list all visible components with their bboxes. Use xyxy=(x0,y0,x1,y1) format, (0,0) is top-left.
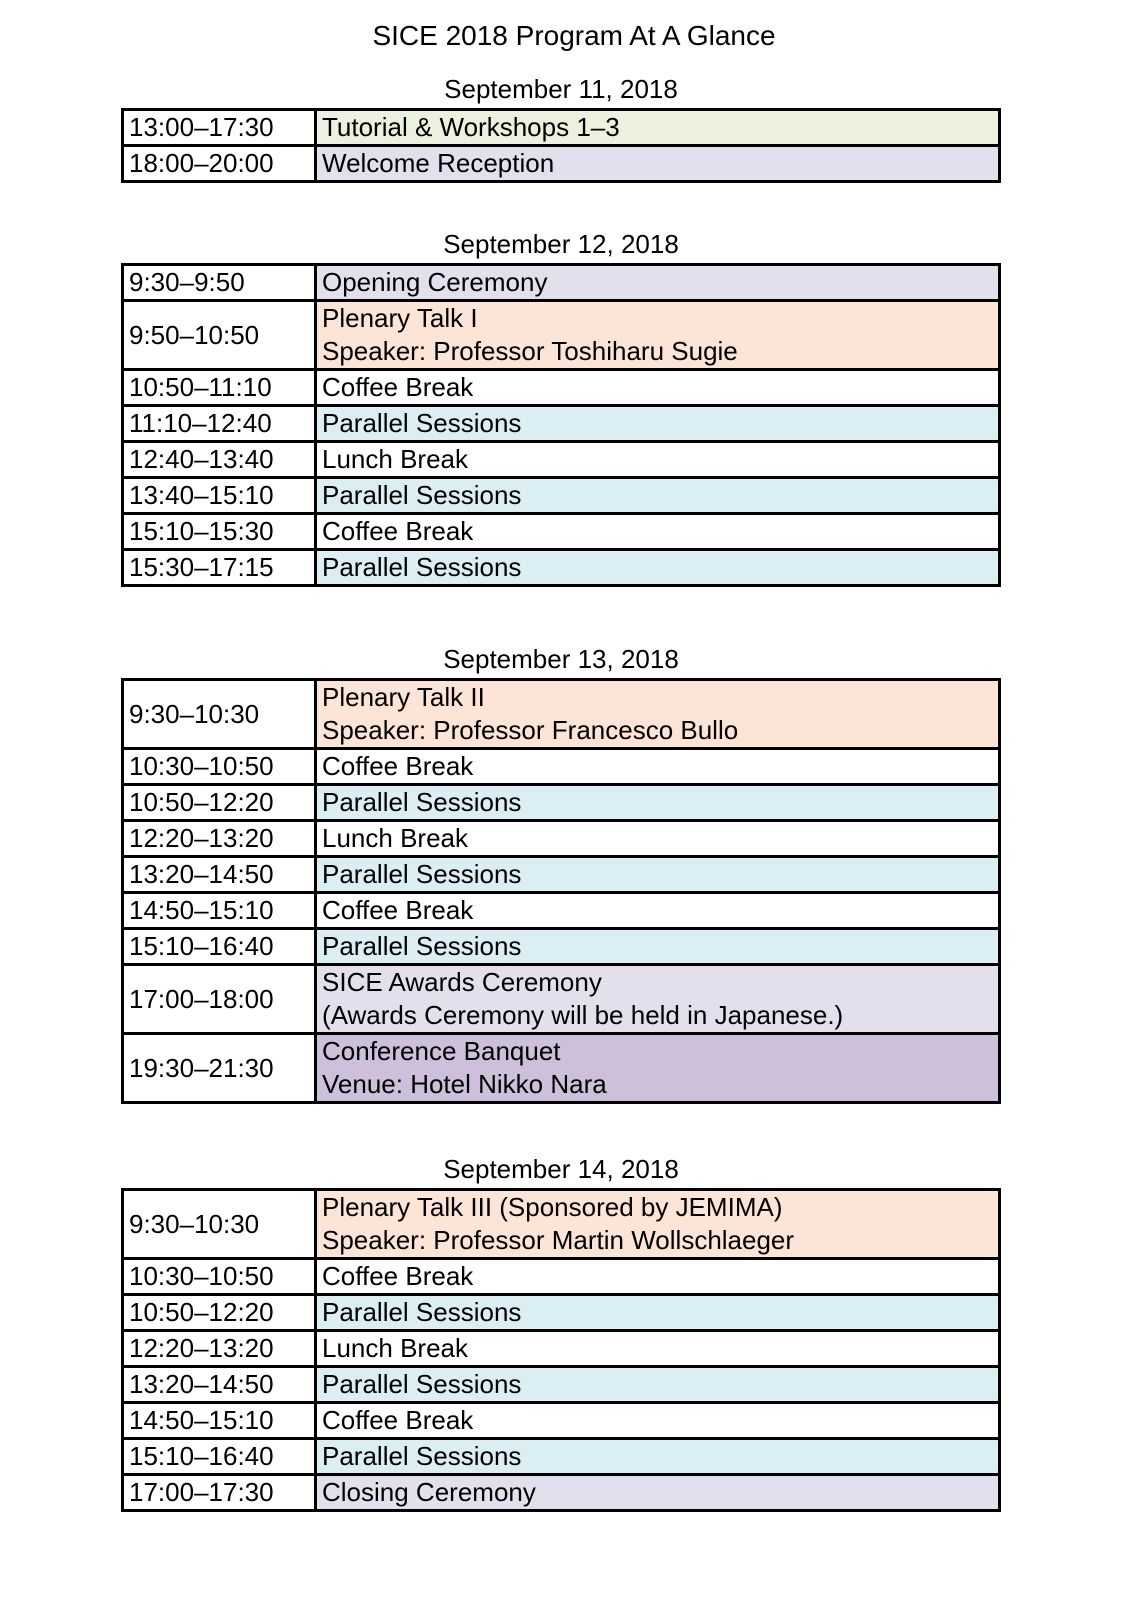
time-slot-cell: 9:30–10:30 xyxy=(123,1190,316,1259)
time-slot-cell: 12:20–13:20 xyxy=(123,1331,316,1367)
event-cell xyxy=(316,265,1000,301)
time-slot-cell: 15:30–17:15 xyxy=(123,550,316,586)
day-section-sep-14 xyxy=(121,1152,1001,1512)
event-cell xyxy=(316,1295,1000,1331)
time-slot-cell: 17:00–17:30 xyxy=(123,1475,316,1511)
day-section-sep-11 xyxy=(121,72,1001,183)
schedule-row xyxy=(123,301,1000,370)
event-cell xyxy=(316,478,1000,514)
schedule-table xyxy=(121,108,1001,183)
day-section-sep-13 xyxy=(121,642,1001,1104)
event-title: Opening Ceremony xyxy=(322,267,548,297)
schedule-table xyxy=(121,263,1001,587)
schedule-row xyxy=(123,893,1000,929)
event-detail: Speaker: Professor Toshiharu Sugie xyxy=(322,336,738,366)
schedule-row xyxy=(123,929,1000,965)
schedule-row xyxy=(123,478,1000,514)
schedule-row xyxy=(123,1439,1000,1475)
schedule-row xyxy=(123,550,1000,586)
schedule-row xyxy=(123,1259,1000,1295)
event-cell xyxy=(316,1190,1000,1259)
time-slot-cell: 13:20–14:50 xyxy=(123,857,316,893)
schedule-row xyxy=(123,1403,1000,1439)
schedule-row xyxy=(123,1331,1000,1367)
event-title: Parallel Sessions xyxy=(322,787,522,817)
time-slot-cell: 18:00–20:00 xyxy=(123,146,316,182)
event-cell xyxy=(316,370,1000,406)
schedule-row xyxy=(123,680,1000,749)
event-title: SICE Awards Ceremony xyxy=(322,967,602,997)
schedule-row xyxy=(123,514,1000,550)
event-title: Lunch Break xyxy=(322,444,468,474)
time-slot-cell: 19:30–21:30 xyxy=(123,1034,316,1103)
time-slot-cell: 14:50–15:10 xyxy=(123,893,316,929)
time-slot-cell: 9:50–10:50 xyxy=(123,301,316,370)
event-title: Coffee Break xyxy=(322,895,474,925)
schedule-row xyxy=(123,857,1000,893)
event-title: Parallel Sessions xyxy=(322,552,522,582)
event-title: Coffee Break xyxy=(322,751,474,781)
event-cell xyxy=(316,1439,1000,1475)
time-slot-cell: 10:50–11:10 xyxy=(123,370,316,406)
event-cell xyxy=(316,1034,1000,1103)
schedule-table xyxy=(121,1188,1001,1512)
time-slot-cell: 10:30–10:50 xyxy=(123,749,316,785)
time-slot-cell: 17:00–18:00 xyxy=(123,965,316,1034)
event-cell xyxy=(316,965,1000,1034)
event-title: Parallel Sessions xyxy=(322,931,522,961)
event-title: Coffee Break xyxy=(322,1261,474,1291)
event-cell xyxy=(316,442,1000,478)
event-cell xyxy=(316,893,1000,929)
event-title: Plenary Talk II xyxy=(322,682,485,712)
day-date-heading: September 14, 2018 xyxy=(443,1154,679,1184)
schedule-row xyxy=(123,146,1000,182)
time-slot-cell: 10:30–10:50 xyxy=(123,1259,316,1295)
event-cell xyxy=(316,110,1000,146)
event-cell xyxy=(316,1475,1000,1511)
event-title: Coffee Break xyxy=(322,1405,474,1435)
schedule-row xyxy=(123,1034,1000,1103)
time-slot-cell: 15:10–16:40 xyxy=(123,929,316,965)
event-cell xyxy=(316,146,1000,182)
schedule-row xyxy=(123,1190,1000,1259)
schedule-table xyxy=(121,678,1001,1104)
event-cell xyxy=(316,929,1000,965)
event-title: Plenary Talk III (Sponsored by JEMIMA) xyxy=(322,1192,783,1222)
day-date-heading: September 12, 2018 xyxy=(443,229,679,259)
schedule-row xyxy=(123,821,1000,857)
event-detail: Speaker: Professor Francesco Bullo xyxy=(322,715,739,745)
event-title: Parallel Sessions xyxy=(322,859,522,889)
time-slot-cell: 15:10–15:30 xyxy=(123,514,316,550)
event-title: Coffee Break xyxy=(322,516,474,546)
event-cell xyxy=(316,514,1000,550)
event-cell xyxy=(316,1259,1000,1295)
schedule-row xyxy=(123,1367,1000,1403)
event-detail: Venue: Hotel Nikko Nara xyxy=(322,1069,607,1099)
event-title: Closing Ceremony xyxy=(322,1477,536,1507)
schedule-row xyxy=(123,265,1000,301)
event-detail: Speaker: Professor Martin Wollschlaeger xyxy=(322,1225,795,1255)
event-title: Welcome Reception xyxy=(322,148,555,178)
event-cell xyxy=(316,857,1000,893)
event-title: Parallel Sessions xyxy=(322,1297,522,1327)
event-cell xyxy=(316,821,1000,857)
time-slot-cell: 13:20–14:50 xyxy=(123,1367,316,1403)
event-cell xyxy=(316,1403,1000,1439)
event-cell xyxy=(316,1367,1000,1403)
time-slot-cell: 10:50–12:20 xyxy=(123,1295,316,1331)
event-cell xyxy=(316,406,1000,442)
event-cell xyxy=(316,785,1000,821)
event-detail: (Awards Ceremony will be held in Japanese.) xyxy=(322,1000,844,1030)
event-title: Parallel Sessions xyxy=(322,408,522,438)
event-title: Plenary Talk I xyxy=(322,303,478,333)
time-slot-cell: 9:30–9:50 xyxy=(123,265,316,301)
page-title: SICE 2018 Program At A Glance xyxy=(372,20,776,51)
schedule-row xyxy=(123,1475,1000,1511)
schedule-row xyxy=(123,406,1000,442)
event-title: Parallel Sessions xyxy=(322,1369,522,1399)
time-slot-cell: 10:50–12:20 xyxy=(123,785,316,821)
time-slot-cell: 9:30–10:30 xyxy=(123,680,316,749)
day-date-heading: September 13, 2018 xyxy=(443,644,679,674)
time-slot-cell: 15:10–16:40 xyxy=(123,1439,316,1475)
event-title: Coffee Break xyxy=(322,372,474,402)
event-cell xyxy=(316,1331,1000,1367)
event-title: Conference Banquet xyxy=(322,1036,561,1066)
time-slot-cell: 13:00–17:30 xyxy=(123,110,316,146)
event-cell xyxy=(316,680,1000,749)
time-slot-cell: 12:40–13:40 xyxy=(123,442,316,478)
event-cell xyxy=(316,749,1000,785)
time-slot-cell: 12:20–13:20 xyxy=(123,821,316,857)
schedule-row xyxy=(123,1295,1000,1331)
schedule-row xyxy=(123,110,1000,146)
event-title: Lunch Break xyxy=(322,823,468,853)
schedule-row xyxy=(123,965,1000,1034)
event-title: Parallel Sessions xyxy=(322,1441,522,1471)
schedule-row xyxy=(123,785,1000,821)
event-cell xyxy=(316,550,1000,586)
time-slot-cell: 11:10–12:40 xyxy=(123,406,316,442)
schedule-row xyxy=(123,749,1000,785)
time-slot-cell: 13:40–15:10 xyxy=(123,478,316,514)
schedule-row xyxy=(123,370,1000,406)
day-section-sep-12 xyxy=(121,227,1001,587)
time-slot-cell: 14:50–15:10 xyxy=(123,1403,316,1439)
event-cell xyxy=(316,301,1000,370)
event-title: Parallel Sessions xyxy=(322,480,522,510)
event-title: Tutorial & Workshops 1–3 xyxy=(322,112,620,142)
day-date-heading: September 11, 2018 xyxy=(444,74,678,104)
event-title: Lunch Break xyxy=(322,1333,468,1363)
schedule-row xyxy=(123,442,1000,478)
